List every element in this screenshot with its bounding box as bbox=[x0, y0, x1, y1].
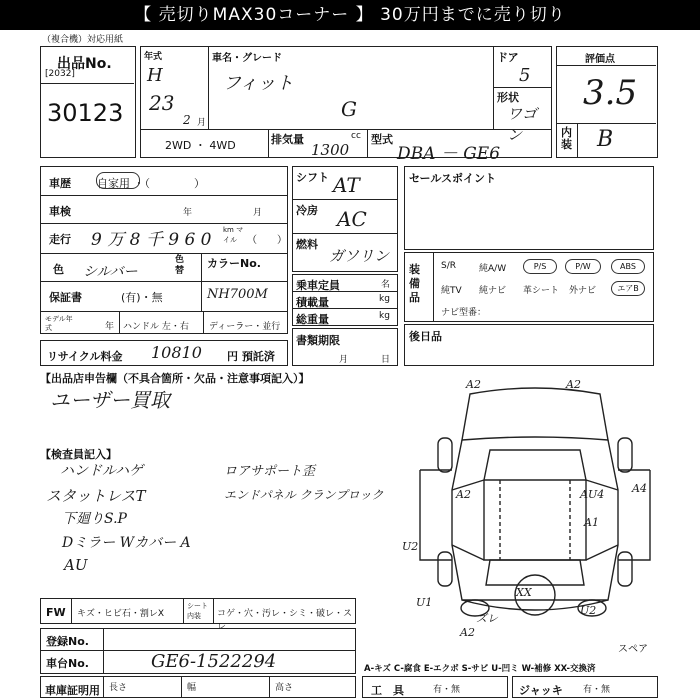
sales-point-box bbox=[404, 166, 654, 250]
capacity-row-2: 積載量 bbox=[296, 296, 329, 309]
spec-box bbox=[292, 166, 398, 272]
mileage-paren: （ ） bbox=[247, 235, 287, 246]
color-change: 色替 bbox=[175, 255, 185, 276]
defects-seat-label: シート内装 bbox=[187, 602, 208, 620]
inspector-right-2: エンドパネル クランプロック bbox=[224, 488, 384, 502]
capacity-row-1: 乗車定員 bbox=[296, 279, 340, 292]
handle-option: ハンドル 左・右 bbox=[123, 322, 189, 332]
chassis-value: GE6-1522294 bbox=[151, 651, 277, 672]
mark-xx: XX bbox=[516, 586, 532, 599]
mark-u2-left: U2 bbox=[402, 540, 419, 553]
defects-seat-text: コゲ・穴・汚レ・シミ・破レ・スレ bbox=[217, 609, 353, 632]
cert-height: 高さ bbox=[275, 683, 294, 693]
fuel-label: 燃料 bbox=[296, 238, 318, 251]
jack-label: ジャッキ bbox=[519, 684, 563, 697]
door-value: 5 bbox=[519, 65, 531, 86]
score-value: 3.5 bbox=[583, 73, 638, 113]
lot-number: 30123 bbox=[47, 99, 124, 127]
jack-box bbox=[512, 676, 658, 698]
inspector-line-3: 下廻りS.P bbox=[62, 511, 127, 527]
equip-aw: 純A/W bbox=[479, 264, 507, 274]
doc-period-box bbox=[292, 328, 398, 366]
recycle-unit: 円 預託済 bbox=[227, 350, 275, 363]
navi-model: ナビ型番： bbox=[441, 308, 487, 318]
model-type-label: 型式 bbox=[371, 133, 393, 146]
car-name: フィット bbox=[223, 73, 294, 94]
shape-value: ワゴン bbox=[507, 105, 538, 144]
history-value: 自家用 ・（ ） bbox=[97, 177, 205, 190]
mark-zure: ズレ bbox=[476, 612, 498, 625]
color-code-label: カラーNo. bbox=[207, 257, 261, 270]
equip-leather: 革シート bbox=[523, 286, 560, 296]
inspector-line-5: AU bbox=[64, 556, 88, 574]
mileage-label: 走行 bbox=[49, 233, 71, 246]
equip-tv: 純TV bbox=[441, 286, 462, 296]
shaken-label: 車検 bbox=[49, 205, 71, 218]
declaration-label: 【出品店申告欄（不具合箇所・欠品・注意事項記入）】 bbox=[40, 372, 310, 385]
equip-pw: P/W bbox=[565, 259, 601, 274]
tools-box bbox=[362, 676, 508, 698]
inspector-right-1: ロアサポート歪 bbox=[224, 464, 316, 479]
paper-note: （複合機）対応用紙 bbox=[42, 35, 124, 45]
cert-length: 長さ bbox=[109, 683, 128, 693]
year-era: H bbox=[147, 65, 163, 86]
model-type-value: DBA － GE6 bbox=[397, 144, 501, 164]
capacity-unit-2: kg bbox=[379, 294, 390, 304]
damage-legend: A-キズ C-腐食 E-エクボ S-サビ U-凹ミ W-補修 XX-交換済 bbox=[364, 664, 596, 674]
garage-cert-label: 車庫証明用 bbox=[45, 684, 100, 697]
doc-period-day: 日 bbox=[381, 355, 391, 365]
interior-label: 内装 bbox=[561, 126, 572, 151]
year-value: 23 bbox=[149, 91, 175, 115]
mark-a1: A1 bbox=[584, 516, 599, 529]
mileage-unit: km マイル bbox=[223, 226, 244, 244]
score-box bbox=[556, 46, 658, 158]
ac-label: 冷房 bbox=[296, 204, 318, 217]
shift-label: シフト bbox=[296, 171, 329, 184]
inspector-label: 【検査員記入】 bbox=[40, 448, 117, 461]
color-value: シルバー bbox=[83, 264, 138, 280]
later-box bbox=[404, 324, 654, 366]
equip-navi: 純ナビ bbox=[479, 286, 507, 296]
warranty-value: (有)・無 bbox=[121, 291, 163, 304]
equipment-label: 装備品 bbox=[409, 263, 420, 304]
model-year-unit: 年 bbox=[105, 322, 115, 332]
mileage-value: 9 万 8 千 9 6 0 bbox=[91, 230, 212, 250]
cert-width: 幅 bbox=[187, 683, 197, 693]
score-label: 評価点 bbox=[585, 54, 615, 65]
inspector-line-1: ハンドルハゲ bbox=[60, 463, 144, 479]
chassis-label: 車台No. bbox=[46, 657, 89, 670]
lot-label: 出品No. bbox=[57, 56, 112, 72]
door-label: ドア bbox=[497, 51, 519, 64]
equipment-box bbox=[404, 252, 654, 322]
equip-ps: P/S bbox=[523, 259, 557, 274]
cc-unit: cc bbox=[351, 131, 361, 141]
car-grade: G bbox=[341, 97, 357, 121]
garage-cert-box bbox=[40, 676, 356, 698]
capacity-box bbox=[292, 274, 398, 326]
lot-box bbox=[40, 46, 136, 158]
tools-value: 有・無 bbox=[433, 685, 461, 695]
spare-label: スペア bbox=[618, 644, 648, 655]
mark-a2-front-right: A2 bbox=[566, 378, 581, 391]
dealer-option: ディーラー・並行 bbox=[209, 322, 281, 332]
capacity-unit-1: 名 bbox=[381, 280, 391, 290]
jack-value: 有・無 bbox=[583, 685, 611, 695]
sales-point-label: セールスポイント bbox=[409, 172, 497, 185]
inspector-line-2: スタットレスT bbox=[46, 487, 146, 505]
tools-label: 工 具 bbox=[371, 684, 404, 697]
defects-fw-text: キズ・ヒビ石・割レX bbox=[77, 609, 164, 619]
color-label: 色 bbox=[53, 263, 64, 276]
declaration-text: ユーザー買取 bbox=[50, 388, 170, 412]
warranty-label: 保証書 bbox=[49, 291, 82, 304]
displacement-label: 排気量 bbox=[271, 133, 304, 146]
sale-banner: 【 売切りMAX30コーナー 】 30万円までに売り切り bbox=[0, 0, 700, 30]
month-unit: 月 bbox=[197, 118, 207, 128]
mark-a2-rear: A2 bbox=[460, 626, 475, 639]
equip-airbag: エアB bbox=[611, 281, 645, 296]
history-circle bbox=[96, 172, 140, 189]
model-year-label: モデル年式 bbox=[45, 315, 73, 332]
mark-a2-front-left: A2 bbox=[466, 378, 481, 391]
ac-value: AC bbox=[337, 207, 367, 231]
year-label: 年式 bbox=[144, 52, 163, 62]
later-label: 後日品 bbox=[409, 330, 442, 343]
year-month: 2 bbox=[183, 113, 191, 127]
shaken-month: 月 bbox=[253, 208, 263, 218]
mark-a4: A4 bbox=[632, 482, 647, 495]
displacement-value: 1300 bbox=[311, 141, 350, 159]
mark-a2-left: A2 bbox=[456, 488, 471, 501]
capacity-unit-3: kg bbox=[379, 311, 390, 321]
interior-grade: B bbox=[597, 127, 614, 152]
vehicle-main-box bbox=[140, 46, 552, 164]
details-box bbox=[40, 166, 288, 334]
registration-box bbox=[40, 628, 356, 674]
defects-fw-label: FW bbox=[46, 606, 66, 619]
registration-label: 登録No. bbox=[46, 635, 89, 648]
doc-period-label: 書類期限 bbox=[296, 334, 340, 347]
shift-value: AT bbox=[333, 173, 360, 197]
car-label: 車名・グレード bbox=[212, 53, 282, 64]
capacity-row-3: 総重量 bbox=[296, 313, 329, 326]
shaken-year: 年 bbox=[183, 208, 193, 218]
inspector-line-4: Dミラー Wカバー A bbox=[62, 535, 191, 551]
equip-abs: ABS bbox=[611, 259, 645, 274]
recycle-value: 10810 bbox=[151, 343, 202, 362]
shape-label: 形状 bbox=[497, 91, 519, 104]
history-label: 車歴 bbox=[49, 177, 71, 190]
drive-options: 2WD ・ 4WD bbox=[165, 139, 236, 152]
car-damage-diagram bbox=[400, 380, 670, 650]
color-code-value: NH700M bbox=[207, 287, 268, 302]
defects-box bbox=[40, 598, 356, 632]
mark-au4: AU4 bbox=[580, 488, 605, 501]
recycle-label: リサイクル料金 bbox=[47, 350, 123, 363]
equip-sr: S/R bbox=[441, 261, 456, 271]
recycle-box bbox=[40, 340, 288, 366]
mark-u2-rear: U2 bbox=[580, 604, 597, 617]
doc-period-month: 月 bbox=[339, 355, 349, 365]
mark-u1: U1 bbox=[416, 596, 433, 609]
lot-bracket: [2032] bbox=[45, 69, 75, 79]
equip-ext-navi: 外ナビ bbox=[569, 286, 597, 296]
fuel-value: ガソリン bbox=[329, 247, 390, 265]
